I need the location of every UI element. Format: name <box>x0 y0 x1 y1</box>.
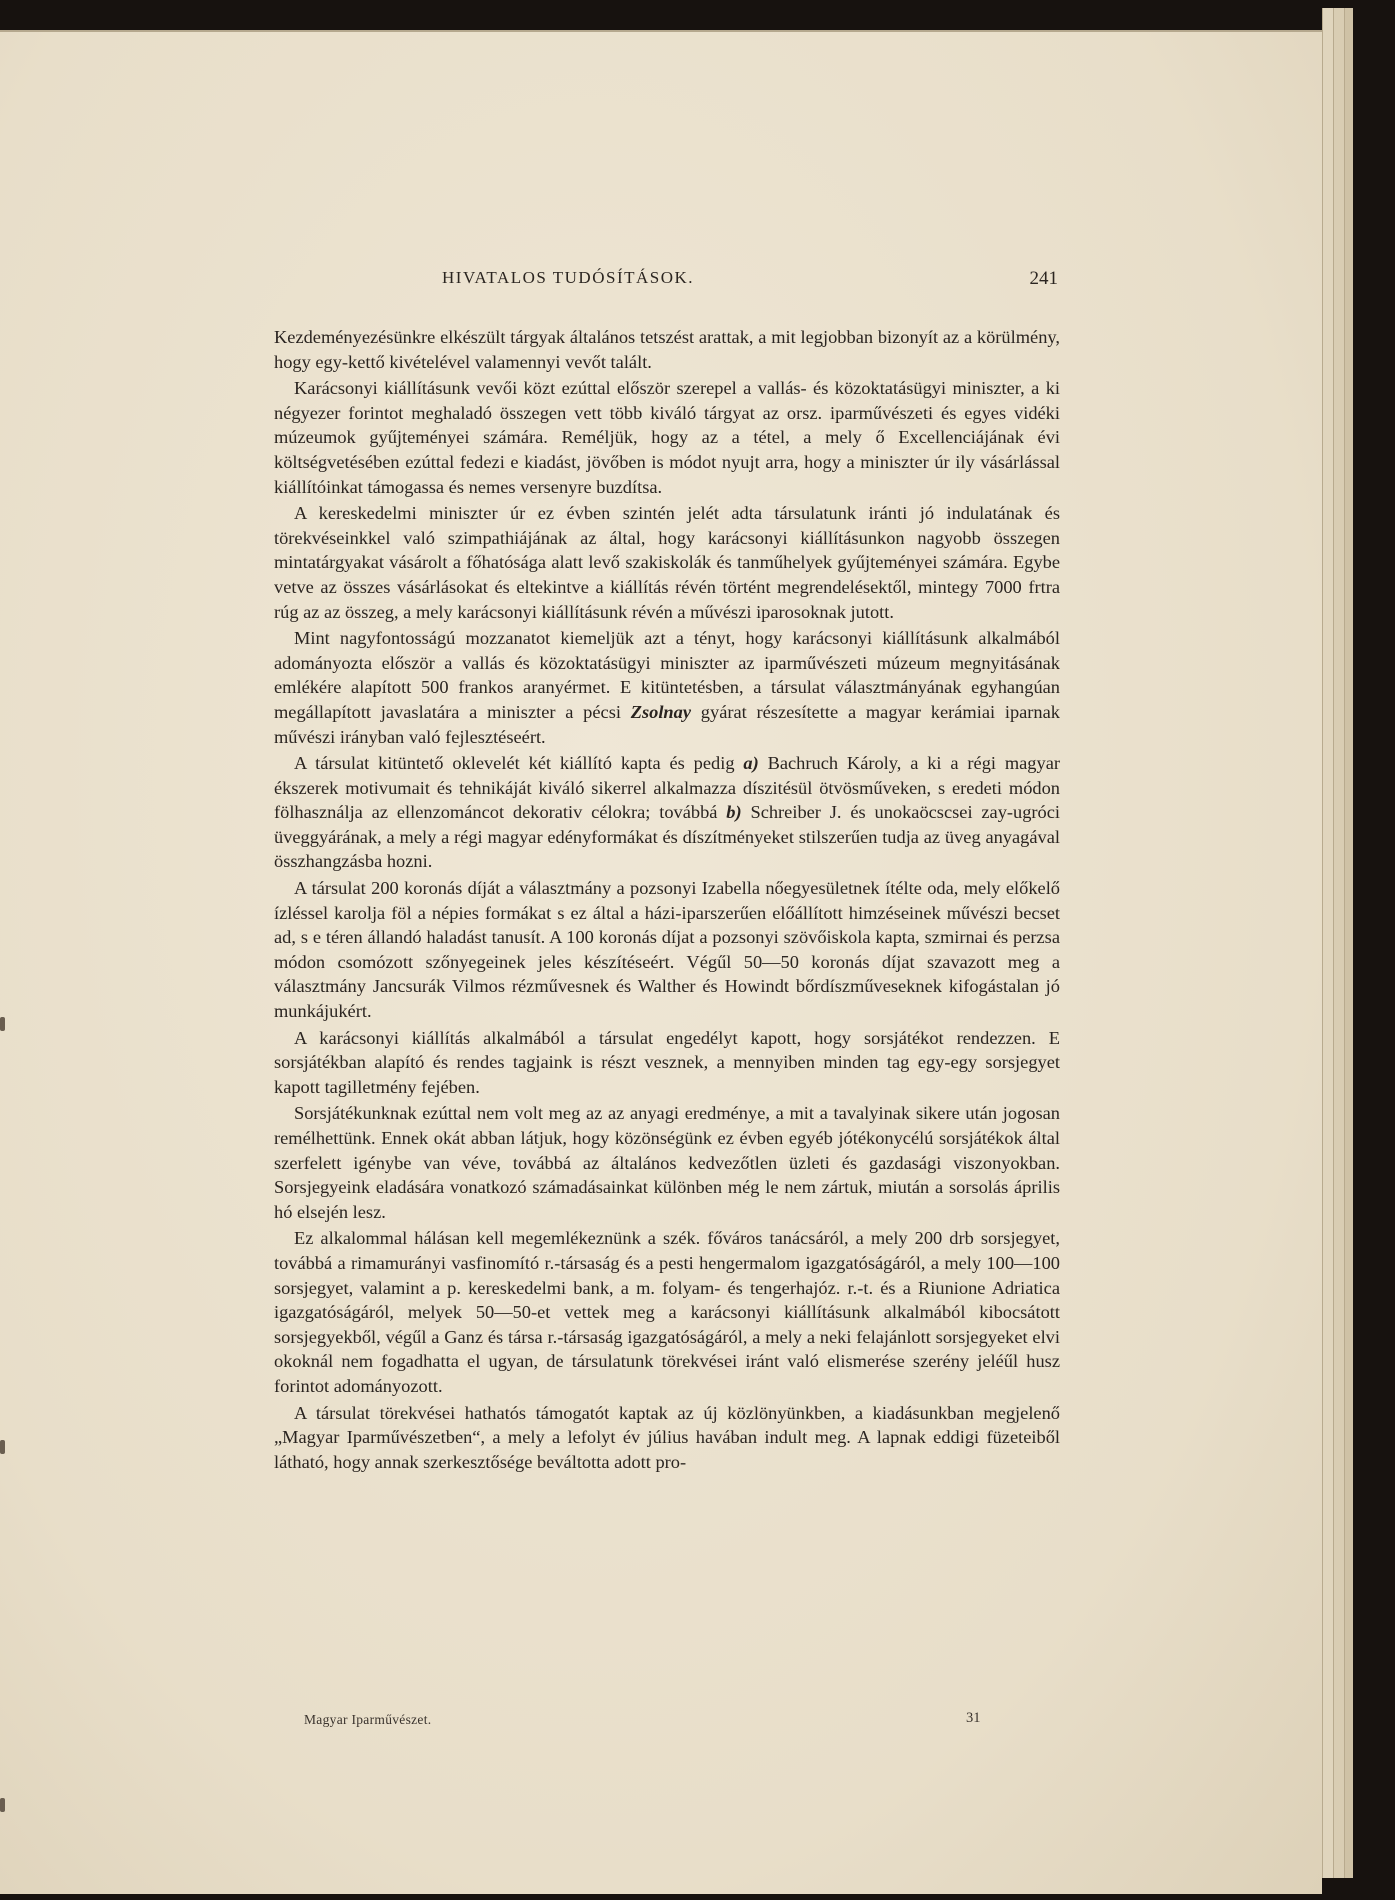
paragraph-text: gyárat részesítette a magyar kerámiai iparnak művészi irányban való fejlesztéseért. <box>274 701 1060 747</box>
paragraph: Kezdeményezésünkre elkészült tárgyak általános tetszést arattak, a mit legjobban bizonyít az a körülmény, hogy egy-kettő kivételével valamennyi vevőt talált. <box>274 327 1060 372</box>
binding-mark <box>0 1798 5 1812</box>
page-edge <box>1322 8 1333 1878</box>
page-edge <box>1333 8 1344 1878</box>
paragraph: A társulat törekvései hathatós támogatót kaptak az új közlönyünkben, a kiadásunkban megjelenő „Magyar Iparművészetben“, a mely a lefolyt év július havában indult meg. A lapnak eddigi füzeteiből látható, hogy annak szerkesztősége beváltotta adott pro- <box>274 1402 1060 1472</box>
sheet-signature: 31 <box>966 1710 981 1726</box>
paragraph: A karácsonyi kiállítás alkalmából a társulat engedélyt kapott, hogy sorsjátékot rendezzen. E sorsjátékban alapító és rendes tagjaink is részt vesznek, a mennyiben minden tag egy-egy sorsjegyet kapott tagilletmény fejében. <box>274 1027 1060 1097</box>
paragraph <box>274 751 1060 874</box>
body-text <box>274 325 1060 1476</box>
paragraph-text: Bachruch Károly, a ki a régi magyar ékszerek motivumait és tehnikáját kiváló sikerrel alkalmazza díszitésül ötvösműveken, s eredeti módon fölhasználja az ellenzománcot dekorativ célokra; továbbá <box>274 753 1060 823</box>
page-header <box>274 238 1060 289</box>
binding-mark <box>0 1017 5 1031</box>
paragraph-text: Mint nagyfontosságú mozzanatot kiemeljük azt a tényt, hogy karácsonyi kiállításunk alkalmából adományozta először a vallás és közoktatásügyi miniszter az iparművészeti múzeum megnyitásának emlékére alapított 500 frankos aranyérmet. E kitüntetésben, a társulat választmányának egyhangúan megállapított javaslatára a miniszter a pécsi <box>274 628 1060 722</box>
paragraph-text: A társulat kitüntető oklevelét két kiállító kapta és pedig <box>294 753 735 774</box>
paragraph-text: Schreiber J. és unokaöcscsei zay-ugróci üveggyárának, a mely a régi magyar edényformákat és díszítményeket stilszerűen tudja az üveg anyagával összhangzásba hozni. <box>274 802 1061 872</box>
paragraph: Ez alkalommal hálásan kell megemlékeznünk a szék. főváros tanácsáról, a mely 200 drb sorsjegyet, továbbá a rimamurányi vasfinomító r.-társaság és a pesti hengermalom igazgatóságáról, a mely 100—100 sorsjegyet, valamint a p. kereskedelmi bank, a m. folyam- és tengerhajóz. r.-t. és a Riunione Adriatica igazgatóságáról, melyek 50—50-et vettek meg a karácsonyi kiállításunk alkalmából kibocsátott sorsjegyekből, végűl a Ganz és társa r.-társaság igazgatóságáról, a mely a neki felajánlott sorsjegyeket elvi okoknál nem fogadhatta el ugyan, de társulatunk törekvései iránt való elismerése szerény jeléűl husz forintot adományozott. <box>274 1228 1060 1396</box>
page-edge <box>1344 8 1353 1878</box>
journal-name: Magyar Iparművészet. <box>304 1712 432 1727</box>
running-title: HIVATALOS TUDÓSÍTÁSOK. <box>442 268 695 287</box>
paragraph <box>274 626 1060 749</box>
page-footer <box>274 1712 1060 1736</box>
page-number: 241 <box>1029 268 1058 289</box>
paragraph: A társulat 200 koronás díját a választmány a pozsonyi Izabella nőegyesületnek ítélte oda, mely előkelő ízléssel karolja föl a népies formákat s ez által a házi-iparszerűen előállított himzéseinek művészi becset ad, s e téren állandó haladást tanusít. A 100 koronás díjat a pozsonyi szövőiskola kapta, szmirnai és perzsa módon csomózott szőnyegeinek jeles készítéseért. Végűl 50—50 koronás díjat szavazott meg a választmány Jancsurák Vilmos rézművesnek és Walther és Howindt bőrdíszműveseknek kifogástalan jó munkájukért. <box>274 878 1060 1022</box>
list-marker: a) <box>743 753 759 774</box>
list-marker: b) <box>726 802 742 823</box>
paragraph: A kereskedelmi miniszter úr ez évben szintén jelét adta társulatunk iránti jó indulatának és törekvéseinkkel való szimpathiájának az által, hogy karácsonyi kiállításunkon nagyobb összegen mintatárgyakat vásárolt a főhatósága alatt levő szakiskolák és tanműhelyek gyűjteményei számára. Egybe vetve az összes vásárlásokat és eltekintve a kiállítás révén történt megrendelésektől, mintegy 7000 frtra rúg az az összeg, a mely karácsonyi kiállításunk révén a művészi iparosoknak jutott. <box>274 503 1060 622</box>
binding-mark <box>0 1440 5 1454</box>
paragraph: Sorsjátékunknak ezúttal nem volt meg az az anyagi eredménye, a mit a tavalyinak sikere után jogosan remélhettünk. Ennek okát abban látjuk, hogy közönségünk ez évben egyéb jótékonycélú sorsjátékok által szerfelett igénybe van véve, továbbá az általános kedvezőtlen üzleti és gazdasági viszonyokban. Sorsjegyeink eladására vonatkozó számadásainkat különben még le nem zártuk, miután a sorsolás április hó elsején lesz. <box>274 1103 1060 1222</box>
paragraph: Karácsonyi kiállításunk vevői közt ezúttal először szerepel a vallás- és közoktatásügyi miniszter, a ki négyezer forintot meghaladó összegen vett több kiváló tárgyat az orsz. iparművészeti és egyes vidéki múzeumok gyűjteményei számára. Reméljük, hogy az a tétel, a mely ő Excellenciájának évi költségvetésében ezúttal fedezi e kiadást, jövőben is módot nyujt arra, hogy a miniszter úr ily vásárlással kiállítóinkat támogassa és nemes versenyre buzdítsa. <box>274 378 1060 497</box>
emphasized-name: Zsolnay <box>630 701 692 722</box>
